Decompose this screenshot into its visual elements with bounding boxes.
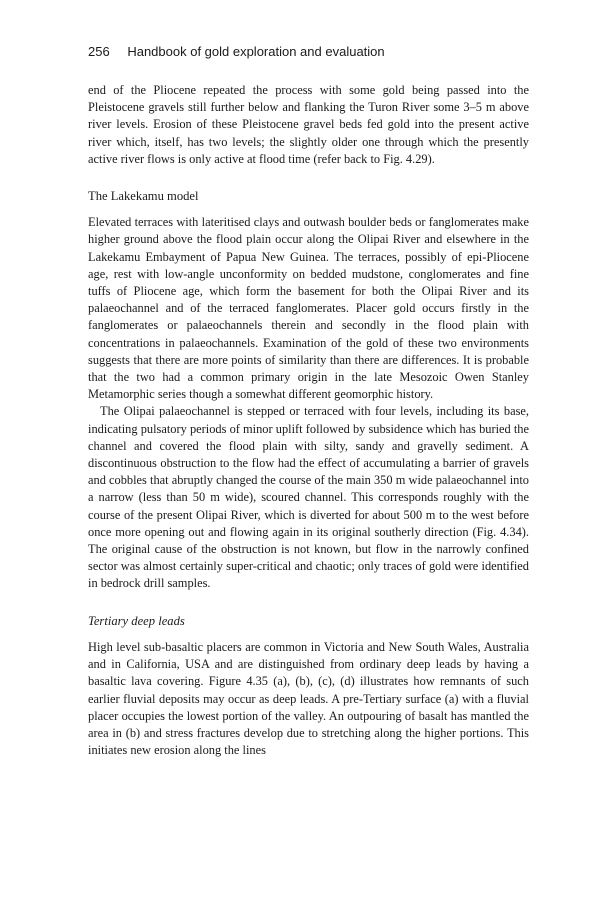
paragraph-deep-leads-1: High level sub-basaltic placers are common in Victoria and New South Wales, Australia and in California, USA and are distinguished from ordinary deep leads by having a basaltic lava covering. Figure 4.35 (a), (b), (c), (d) illustrates how remnants of such earlier fluvial deposits may occur as deep leads. A pre-Tertiary surface (a) with a fluvial placer occupies the lowest portion of the valley. An outpouring of basalt has mantled the area in (b) and stress fractures develop due to stretching along the higher portions. This initiates new erosion along the lines bbox=[88, 639, 529, 758]
book-title: Handbook of gold exploration and evaluation bbox=[127, 44, 385, 59]
section-heading-lakekamu: The Lakekamu model bbox=[88, 189, 199, 204]
running-header bbox=[88, 44, 528, 60]
continued-paragraph: end of the Pliocene repeated the process with some gold being passed into the Pleistocene gravels still further below and flanking the Turon River some 3–5 m above river levels. Erosion of these Pleistocene gravel beds fed gold into the present active river which, itself, has two levels; the slightly older one through which the presently active river flows is only active at flood time (refer back to Fig. 4.29). bbox=[88, 83, 529, 166]
page-number: 256 bbox=[88, 44, 110, 59]
section-spacer bbox=[88, 630, 529, 639]
paragraph-lakekamu-1: Elevated terraces with lateritised clays and outwash boulder beds or fanglomerates make higher ground above the flood plain occur along the Olipai River and elsewhere in the Lakekamu Embayment of Papua New Guinea. The terraces, possibly of epi-Pliocene age, rest with low-angle unconformity on bedded mudstone, conglomerates and fine tuffs of Pliocene age, which form the basement for both the Olipai River and its palaeochannel and of the terraced fanglomerates. Placer gold occurs firstly in the fanglomerates or palaeochannels therein and secondly in the flood plain with concentrations in palaeochannels. Examination of the gold of these two environments suggests that there are more points of similarity than there are differences. It is probable that the two had a common primary origin in the late Mesozoic Owen Stanley Metamorphic series though a somewhat different geomorphic history. bbox=[88, 215, 529, 402]
paragraph-lakekamu-2: The Olipai palaeochannel is stepped or terraced with four levels, including its base, indicating pulsatory periods of minor uplift followed by subsidence which has buried the channel and covered the flood plain with silty, sandy and gravelly sediment. A discontinuous obstruction to the flow had the effect of accumulating a barrier of gravels and cobbles that abruptly changed the course of the main 350 m wide palaeochannel into a narrow (less than 50 m wide), scoured channel. This corresponds roughly with the course of the present Olipai River, which is diverted for about 500 m to the west before once more opening out and flowing again in its original southerly direction (Fig. 4.34). The original cause of the obstruction is not known, but flow in the narrowly confined sector was almost certainly super-critical and chaotic; only traces of gold were identified in bedrock drill samples. bbox=[88, 404, 529, 591]
section-spacer bbox=[88, 593, 529, 613]
body-text bbox=[88, 82, 529, 759]
section-spacer bbox=[88, 168, 529, 188]
section-spacer bbox=[88, 205, 529, 214]
section-heading-deep-leads: Tertiary deep leads bbox=[88, 613, 185, 628]
